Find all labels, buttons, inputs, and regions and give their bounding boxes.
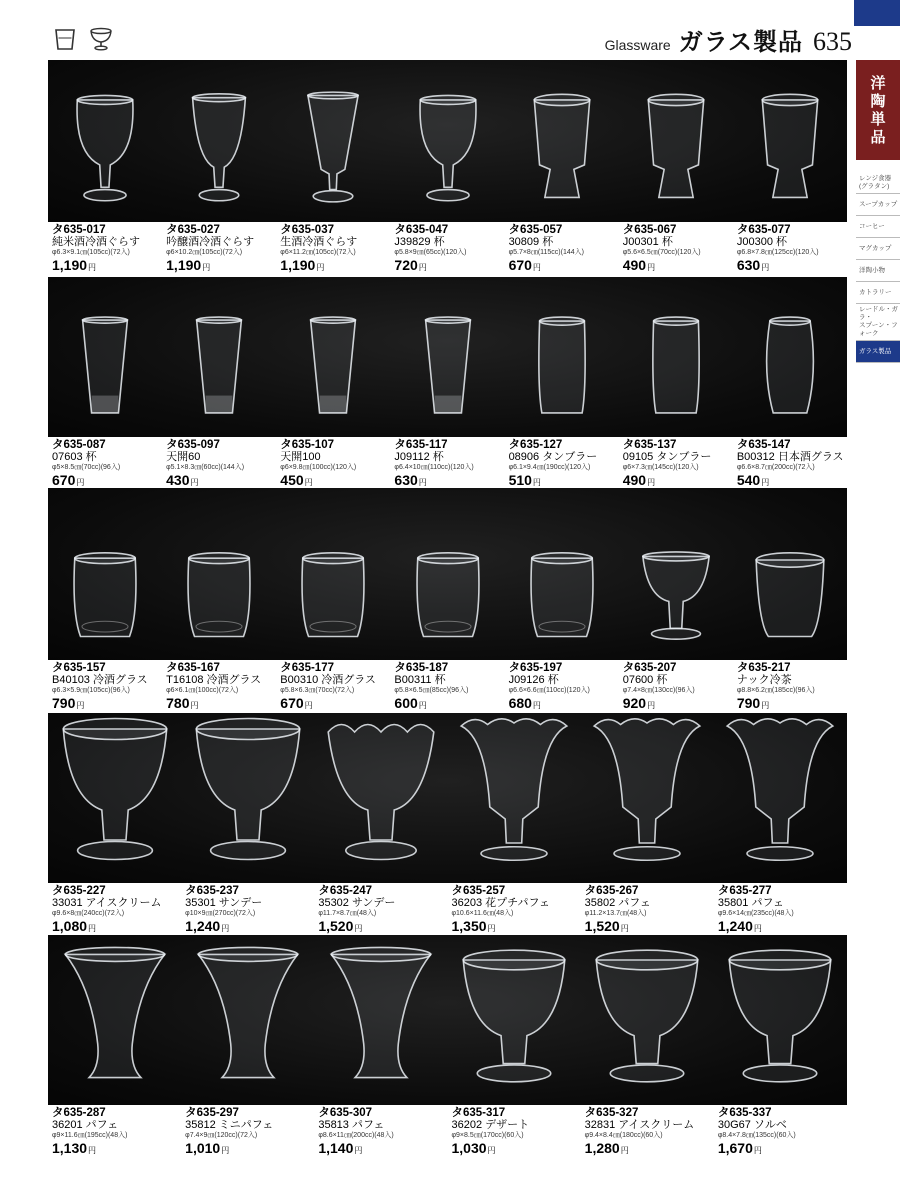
product-price [737, 473, 845, 487]
corner-color-tab [854, 0, 900, 26]
product-name: 天開100 [280, 451, 321, 463]
product-price [52, 258, 160, 272]
product-item[interactable] [452, 886, 579, 933]
product-name: B00311 杯 [394, 674, 446, 686]
product-item[interactable] [394, 663, 502, 710]
price-value: 680 [508, 695, 532, 711]
glass-image [60, 714, 170, 869]
currency-suffix: 円 [418, 478, 427, 487]
price-value: 790 [736, 695, 761, 711]
sidebar-item[interactable]: ガラス製品 [856, 341, 900, 363]
price-value: 600 [394, 695, 418, 711]
product-code: タ635-127 [508, 439, 563, 451]
product-price [280, 696, 388, 710]
glass-image [420, 316, 476, 423]
product-spec: φ6×10.2㎝(105cc)(72入) [166, 249, 243, 256]
product-code: タ635-087 [52, 439, 106, 451]
product-name: 生酒冷酒ぐらす [280, 236, 358, 248]
product-spec: φ5.8×9㎝(65cc)(120入) [394, 249, 467, 256]
price-value: 670 [280, 695, 304, 711]
product-name: 天開60 [166, 451, 201, 463]
product-price [509, 473, 617, 487]
product-item[interactable] [585, 1108, 712, 1155]
product-code: タ635-257 [451, 885, 506, 897]
product-code: タ635-067 [622, 224, 677, 236]
glass-image [593, 946, 701, 1091]
product-spec: φ6.1×9.4㎝(190cc)(120入) [508, 464, 591, 471]
price-value: 1,190 [166, 257, 202, 273]
product-item[interactable] [509, 225, 617, 272]
product-spec: φ9.6×8㎝(240cc)(72入) [52, 910, 125, 917]
product-item[interactable] [52, 663, 160, 710]
product-code: タ635-237 [185, 885, 239, 897]
glass-image [186, 91, 252, 208]
product-item[interactable] [452, 1108, 579, 1155]
glass-image [183, 551, 255, 646]
product-code: タ635-157 [52, 662, 106, 674]
product-price [623, 473, 731, 487]
currency-suffix: 円 [418, 701, 427, 710]
price-value: 1,130 [52, 1140, 88, 1156]
product-photo [48, 277, 847, 437]
product-code: タ635-327 [584, 1107, 639, 1119]
currency-suffix: 円 [418, 263, 427, 272]
currency-suffix: 円 [316, 263, 325, 272]
price-value: 630 [736, 257, 761, 273]
product-price [166, 473, 274, 487]
sidebar-title-char: 単 [870, 110, 886, 128]
product-spec: φ6.4×10㎝(110cc)(120入) [394, 464, 474, 471]
product-price [280, 473, 388, 487]
product-price [718, 1141, 845, 1155]
currency-suffix: 円 [190, 478, 199, 487]
product-name: 35813 パフェ [318, 1119, 385, 1131]
currency-suffix: 円 [532, 478, 541, 487]
product-price [166, 696, 274, 710]
product-price [623, 696, 731, 710]
product-name: 07603 杯 [52, 451, 97, 463]
product-name: 09105 タンブラー [622, 451, 712, 463]
glass-image [415, 91, 481, 208]
price-value: 630 [394, 472, 418, 488]
price-value: 920 [622, 695, 647, 711]
product-price [185, 1141, 312, 1155]
glass-cup-icon [52, 26, 78, 52]
product-item[interactable] [737, 440, 845, 487]
product-code: タ635-047 [394, 224, 449, 236]
product-spec: φ5.8×6.3㎝(70cc)(72入) [280, 687, 355, 694]
glass-image [725, 714, 835, 869]
product-code: タ635-017 [52, 224, 106, 236]
currency-suffix: 円 [532, 263, 541, 272]
product-code: タ635-147 [736, 439, 791, 451]
product-spec: φ5.8×6.5㎝(85cc)(96入) [394, 687, 469, 694]
glass-image [297, 551, 369, 646]
glass-image [643, 91, 709, 208]
product-price [52, 473, 160, 487]
currency-suffix: 円 [761, 478, 770, 487]
product-item[interactable] [737, 225, 845, 272]
sidebar-item[interactable]: スープカップ [856, 194, 900, 216]
price-value: 720 [394, 257, 418, 273]
product-code: タ635-187 [394, 662, 449, 674]
product-photo [48, 488, 847, 660]
product-name: 08906 タンブラー [508, 451, 598, 463]
glass-image [72, 91, 138, 208]
product-name: T16108 冷酒グラス [166, 674, 262, 686]
product-name: 35301 サンデー [185, 897, 263, 909]
product-spec: φ6.3×9.1㎝(105cc)(72入) [52, 249, 130, 256]
currency-suffix: 円 [647, 701, 656, 710]
currency-suffix: 円 [647, 263, 656, 272]
product-price [585, 1141, 712, 1155]
glass-image [726, 946, 834, 1091]
product-photo [48, 935, 847, 1105]
currency-suffix: 円 [761, 263, 770, 272]
product-name: J09112 杯 [394, 451, 444, 463]
sidebar-item[interactable]: マグカップ [856, 238, 900, 260]
product-spec: φ5.6×6.5㎝(70cc)(120入) [622, 249, 701, 256]
product-spec: φ6.6×8.7㎝(200cc)(72入) [736, 464, 815, 471]
product-code: タ635-137 [622, 439, 677, 451]
product-name: 30G67 ソルベ [717, 1119, 787, 1131]
glass-image [327, 946, 435, 1091]
product-price [737, 258, 845, 272]
price-value: 1,670 [717, 1140, 753, 1156]
product-item[interactable] [166, 663, 274, 710]
product-code: タ635-077 [736, 224, 791, 236]
product-photo [48, 60, 847, 222]
product-code: タ635-197 [508, 662, 563, 674]
product-item[interactable] [623, 663, 731, 710]
currency-suffix: 円 [221, 924, 230, 933]
currency-suffix: 円 [304, 701, 313, 710]
product-code: タ635-297 [185, 1107, 239, 1119]
product-price [166, 258, 274, 272]
product-spec: φ8.6×11㎝(200cc)(48入) [318, 1132, 394, 1139]
glass-image [69, 551, 141, 646]
product-name: 30809 杯 [508, 236, 554, 248]
product-name: 純米酒冷酒ぐらす [52, 236, 140, 248]
price-value: 1,350 [451, 918, 487, 934]
price-value: 670 [52, 472, 76, 488]
product-row [48, 60, 847, 276]
product-price [452, 1141, 579, 1155]
currency-suffix: 円 [487, 924, 496, 933]
sidebar-title-char: 陶 [870, 92, 886, 110]
price-value: 540 [736, 472, 761, 488]
currency-suffix: 円 [487, 1146, 496, 1155]
product-name: 36203 花プチパフェ [451, 897, 550, 909]
glass-image [757, 91, 823, 208]
product-name: ナック冷茶 [736, 674, 792, 686]
product-name: J39829 杯 [394, 236, 445, 248]
product-spec: φ6.8×7.8㎝(125cc)(120入) [736, 249, 819, 256]
product-code: タ635-317 [451, 1107, 506, 1119]
sidebar-item[interactable]: 洋陶小物 [856, 260, 900, 282]
product-item[interactable] [585, 886, 712, 933]
currency-suffix: 円 [354, 924, 363, 933]
product-name: B00310 冷酒グラス [280, 674, 376, 686]
product-name: J09126 杯 [508, 674, 559, 686]
glass-image [762, 316, 818, 423]
product-spec: φ9×8.5㎝(170cc)(60入) [451, 1132, 524, 1139]
currency-suffix: 円 [88, 263, 97, 272]
product-code: タ635-227 [52, 885, 106, 897]
currency-suffix: 円 [620, 924, 629, 933]
currency-suffix: 円 [190, 701, 199, 710]
sidebar-section-title [856, 60, 900, 160]
product-name: B40103 冷酒グラス [52, 674, 148, 686]
product-item[interactable] [509, 440, 617, 487]
product-code: タ635-207 [622, 662, 677, 674]
product-item[interactable] [166, 225, 274, 272]
product-price [452, 919, 579, 933]
product-code: タ635-117 [394, 439, 448, 451]
product-code: タ635-277 [717, 885, 772, 897]
product-spec: φ5.7×8㎝(115cc)(144入) [508, 249, 584, 256]
product-price [52, 696, 160, 710]
sidebar-item[interactable]: コーヒー [856, 216, 900, 238]
product-name: 33031 アイスクリーム [52, 897, 162, 909]
price-value: 510 [508, 472, 532, 488]
product-spec: φ9.6×14㎝(235cc)(48入) [717, 910, 794, 917]
product-code: タ635-287 [52, 1107, 106, 1119]
price-value: 1,080 [52, 918, 88, 934]
product-spec: φ6.3×5.9㎝(105cc)(96入) [52, 687, 130, 694]
product-price [623, 258, 731, 272]
price-value: 490 [622, 472, 647, 488]
product-name: 35802 パフェ [584, 897, 651, 909]
price-value: 670 [508, 257, 532, 273]
product-item[interactable] [737, 663, 845, 710]
price-value: 1,010 [185, 1140, 221, 1156]
product-price [737, 696, 845, 710]
glass-image [640, 551, 712, 646]
product-item[interactable] [280, 440, 388, 487]
product-name: 35801 パフェ [717, 897, 784, 909]
product-price [509, 696, 617, 710]
currency-suffix: 円 [88, 924, 97, 933]
price-value: 1,240 [185, 918, 221, 934]
product-item[interactable] [52, 1108, 179, 1155]
product-name: J00300 杯 [736, 236, 787, 248]
product-spec: φ6×9.8㎝(100cc)(120入) [280, 464, 357, 471]
product-spec: φ7.4×9㎝(120cc)(72入) [185, 1132, 258, 1139]
product-code: タ635-097 [166, 439, 220, 451]
product-item[interactable] [52, 440, 160, 487]
currency-suffix: 円 [532, 701, 541, 710]
product-row [48, 713, 847, 939]
glass-image [592, 714, 702, 869]
product-item[interactable] [394, 225, 502, 272]
price-value: 1,520 [318, 918, 354, 934]
currency-suffix: 円 [753, 1146, 762, 1155]
footed-bowl-icon [88, 26, 114, 52]
sidebar-item[interactable]: カトラリー [856, 282, 900, 304]
product-price [318, 1141, 445, 1155]
glass-image [300, 91, 366, 208]
currency-suffix: 円 [76, 478, 85, 487]
page-number: 635 [813, 27, 852, 56]
product-item[interactable] [718, 1108, 845, 1155]
price-value: 430 [166, 472, 190, 488]
currency-suffix: 円 [76, 701, 85, 710]
glass-image [191, 316, 247, 423]
currency-suffix: 円 [620, 1146, 629, 1155]
currency-suffix: 円 [354, 1146, 363, 1155]
product-code: タ635-337 [717, 1107, 772, 1119]
product-spec: φ11.2×13.7㎝(48入) [584, 910, 647, 917]
price-value: 450 [280, 472, 304, 488]
product-row [48, 488, 847, 714]
product-name: 35302 サンデー [318, 897, 396, 909]
product-code: タ635-027 [166, 224, 220, 236]
product-spec: φ11.7×8.7㎝(48入) [318, 910, 377, 917]
product-item[interactable] [52, 225, 160, 272]
product-code: タ635-267 [584, 885, 639, 897]
currency-suffix: 円 [202, 263, 211, 272]
glass-image [61, 946, 169, 1091]
price-value: 490 [622, 257, 647, 273]
glass-image [193, 714, 303, 869]
product-spec: φ8.8×6.2㎝(185cc)(96入) [736, 687, 815, 694]
product-spec: φ5.1×8.3㎝(60cc)(144入) [166, 464, 245, 471]
product-price [394, 258, 502, 272]
price-value: 1,280 [584, 1140, 620, 1156]
product-name: 吟醸酒冷酒ぐらす [166, 236, 255, 248]
currency-suffix: 円 [761, 701, 770, 710]
glass-image [460, 946, 568, 1091]
sidebar-title-char: 洋 [870, 74, 886, 92]
price-value: 780 [166, 695, 190, 711]
product-price [318, 919, 445, 933]
product-name: 35812 ミニパフェ [185, 1119, 274, 1131]
product-code: タ635-177 [280, 662, 334, 674]
currency-suffix: 円 [753, 924, 762, 933]
product-item[interactable] [318, 886, 445, 933]
currency-suffix: 円 [304, 478, 313, 487]
price-value: 1,140 [318, 1140, 354, 1156]
price-value: 1,190 [280, 257, 316, 273]
product-item[interactable] [52, 886, 179, 933]
product-item[interactable] [185, 1108, 312, 1155]
category-en: Glassware [604, 37, 671, 53]
product-spec: φ10×9㎝(270cc)(72入) [185, 910, 256, 917]
glass-image [77, 316, 133, 423]
glass-image [526, 551, 598, 646]
glass-image [754, 551, 826, 646]
product-spec: φ6×6.1㎝(100cc)(72入) [166, 687, 239, 694]
product-row [48, 935, 847, 1161]
sidebar-item[interactable]: レードル・ガラ・ スプーン・フォーク [856, 304, 900, 341]
glass-image [648, 316, 704, 423]
product-spec: φ10.6×11.6㎝(48入) [451, 910, 514, 917]
price-value: 790 [52, 695, 76, 711]
product-item[interactable] [509, 663, 617, 710]
product-item[interactable] [185, 886, 312, 933]
product-row [48, 277, 847, 491]
sidebar-item[interactable]: レンジ食器 (グラタン) [856, 172, 900, 194]
product-spec: φ6×7.3㎝(145cc)(120入) [622, 464, 699, 471]
product-spec: φ6×11.2㎝(105cc)(72入) [280, 249, 356, 256]
sidebar [856, 60, 900, 363]
product-spec: φ8.4×7.8㎝(135cc)(60入) [717, 1132, 796, 1139]
product-code: タ635-167 [166, 662, 220, 674]
product-spec: φ6.6×6.6㎝(110cc)(120入) [508, 687, 590, 694]
product-item[interactable] [280, 225, 388, 272]
product-item[interactable] [623, 225, 731, 272]
product-name: J00301 杯 [622, 236, 673, 248]
product-name: 07600 杯 [622, 674, 668, 686]
product-name: B00312 日本酒グラス [736, 451, 844, 463]
product-code: タ635-247 [318, 885, 373, 897]
product-price [585, 919, 712, 933]
product-spec: φ5×8.5㎝(70cc)(96入) [52, 464, 121, 471]
product-item[interactable] [166, 440, 274, 487]
product-code: タ635-307 [318, 1107, 373, 1119]
product-price [52, 1141, 179, 1155]
currency-suffix: 円 [221, 1146, 230, 1155]
product-price [280, 258, 388, 272]
product-code: タ635-217 [736, 662, 791, 674]
glass-image [412, 551, 484, 646]
product-price [394, 473, 502, 487]
product-price [394, 696, 502, 710]
sidebar-title-char: 品 [870, 128, 886, 146]
glass-image [194, 946, 302, 1091]
page-header [605, 22, 852, 57]
product-price [718, 919, 845, 933]
glass-image [459, 714, 569, 869]
product-item[interactable] [718, 886, 845, 933]
product-price [509, 258, 617, 272]
glass-image [326, 714, 436, 869]
product-photo [48, 713, 847, 883]
product-spec: φ9.4×8.4㎝(180cc)(60入) [584, 1132, 663, 1139]
product-spec: φ7.4×8㎝(130cc)(96入) [622, 687, 695, 694]
product-code: タ635-037 [280, 224, 334, 236]
product-item[interactable] [394, 440, 502, 487]
product-price [52, 919, 179, 933]
currency-suffix: 円 [647, 478, 656, 487]
price-value: 1,240 [717, 918, 753, 934]
product-spec: φ9×11.6㎝(195cc)(48入) [52, 1132, 128, 1139]
header-icons [52, 26, 114, 52]
currency-suffix: 円 [88, 1146, 97, 1155]
glass-image [529, 91, 595, 208]
category-jp: ガラス製品 [678, 27, 803, 56]
glass-image [305, 316, 361, 423]
product-name: 32831 アイスクリーム [584, 1119, 695, 1131]
price-value: 1,030 [451, 1140, 487, 1156]
product-code: タ635-107 [280, 439, 334, 451]
product-item[interactable] [280, 663, 388, 710]
product-name: 36202 デザート [451, 1119, 530, 1131]
glass-image [534, 316, 590, 423]
product-price [185, 919, 312, 933]
price-value: 1,520 [584, 918, 620, 934]
product-item[interactable] [318, 1108, 445, 1155]
product-name: 36201 パフェ [52, 1119, 119, 1131]
product-code: タ635-057 [508, 224, 563, 236]
product-item[interactable] [623, 440, 731, 487]
price-value: 1,190 [52, 257, 88, 273]
